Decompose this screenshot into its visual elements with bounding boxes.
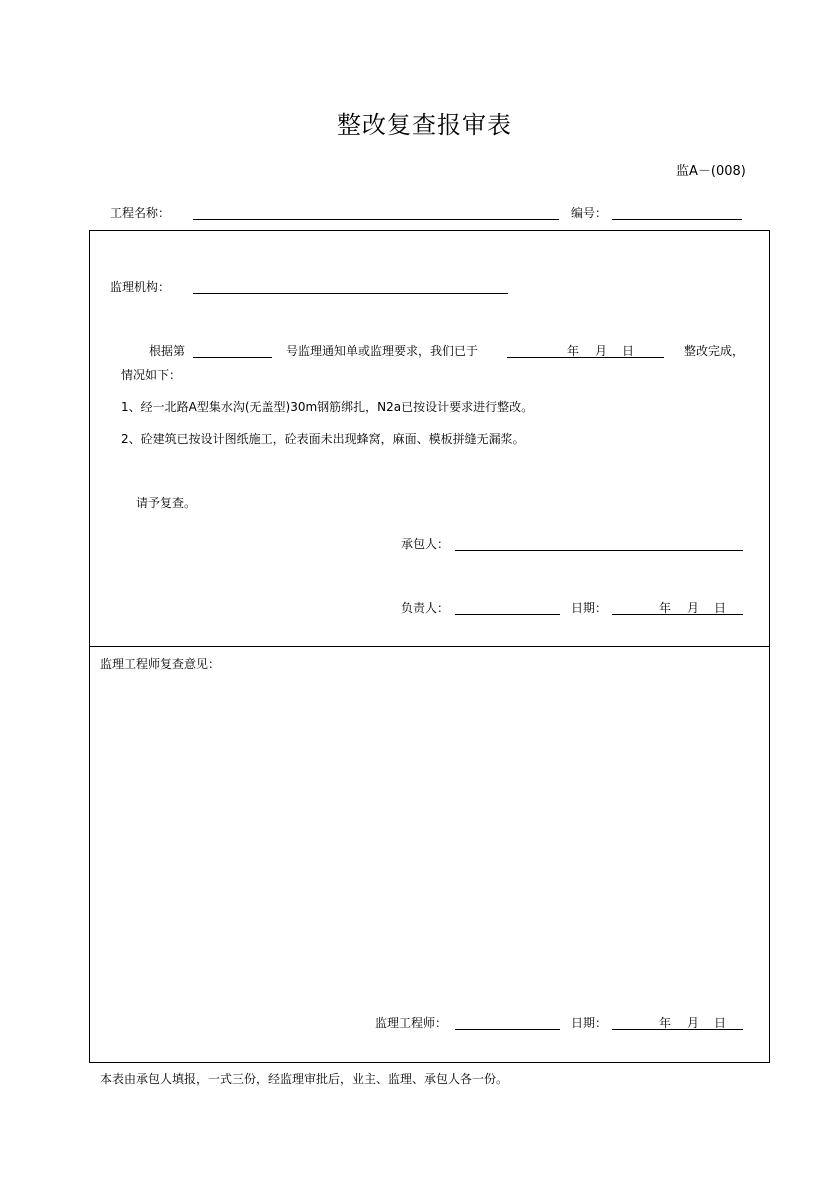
- date-label: 日期：: [571, 601, 608, 615]
- page-title: 整改复查报审表: [337, 111, 512, 139]
- project-name-label: 工程名称：: [110, 206, 171, 220]
- request-text: 请予复查。: [136, 496, 197, 510]
- engineer-field[interactable]: [455, 1029, 560, 1030]
- engineer-date-day: 日: [714, 1016, 727, 1030]
- list-item: 2、砼建筑已按设计图纸施工，砼表面未出现蜂窝，麻面、模板拼缝无漏浆。: [121, 432, 525, 446]
- footer-note: 本表由承包人填报，一式三份，经监理审批后，业主、监理、承包人各一份。: [100, 1072, 509, 1086]
- form-code: 监A－(008): [676, 164, 746, 179]
- completion-month: 月: [595, 344, 608, 358]
- situation-label: 情况如下：: [121, 368, 182, 382]
- completion-date-field[interactable]: [507, 357, 664, 358]
- responsible-field[interactable]: [455, 614, 560, 615]
- engineer-label: 监理工程师：: [375, 1016, 448, 1030]
- supervision-org-field[interactable]: [193, 293, 508, 294]
- date-day: 日: [714, 601, 727, 615]
- number-field[interactable]: [612, 219, 742, 220]
- contractor-label: 承包人：: [401, 537, 450, 551]
- opinion-area[interactable]: [100, 680, 760, 1000]
- supervision-org-label: 监理机构：: [110, 280, 171, 294]
- completion-year: 年: [567, 344, 580, 358]
- contractor-field[interactable]: [455, 550, 743, 551]
- list-item: 1、经一北路A型集水沟(无盖型)30m钢筋绑扎，N2a已按设计要求进行整改。: [121, 400, 534, 414]
- date-month: 月: [687, 601, 700, 615]
- project-name-field[interactable]: [193, 219, 559, 220]
- engineer-date-label: 日期：: [571, 1016, 608, 1030]
- number-label: 编号：: [571, 206, 608, 220]
- engineer-date-year: 年: [659, 1016, 672, 1030]
- completion-day: 日: [622, 344, 635, 358]
- section-divider: [89, 646, 770, 647]
- date-year: 年: [659, 601, 672, 615]
- engineer-date-month: 月: [687, 1016, 700, 1030]
- notice-suffix: 整改完成，: [684, 344, 745, 358]
- notice-middle: 号监理通知单或监理要求，我们已于: [286, 344, 479, 358]
- opinion-label: 监理工程师复查意见：: [100, 657, 221, 671]
- notice-number-field[interactable]: [193, 357, 272, 358]
- responsible-label: 负责人：: [401, 601, 450, 615]
- notice-prefix: 根据第: [149, 344, 186, 358]
